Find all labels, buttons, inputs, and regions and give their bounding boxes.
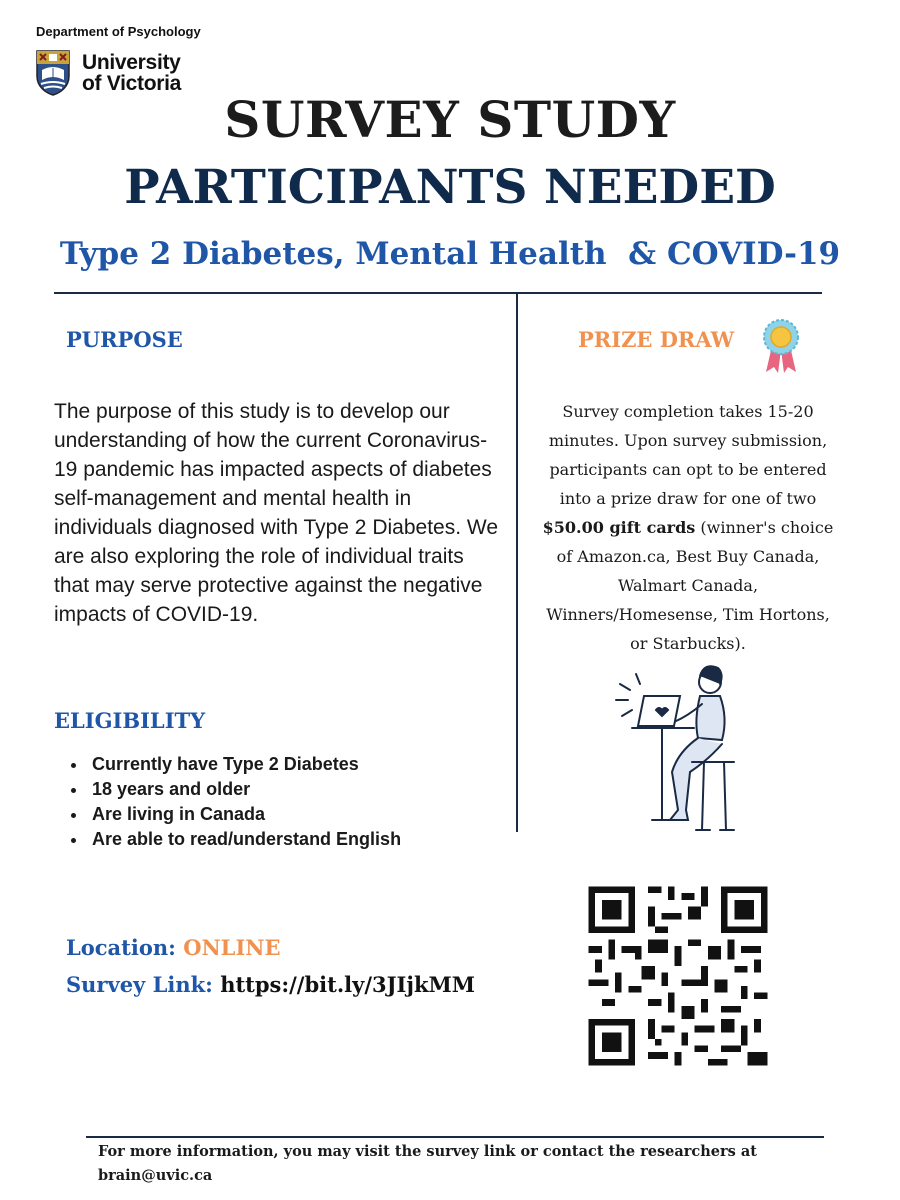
prize-draw-text: Survey completion takes 15-20 minutes. Upon survey submission, participants can opt to be entered into a prize draw for one of two $50.00 gift cards (winner's choice of Amazon.ca, Best Buy Canada, Walmart Canada, Winners/Homesense, Tim Hortons, or Starbucks). <box>542 402 834 653</box>
award-ribbon-icon <box>762 318 800 374</box>
footer-divider <box>86 1136 824 1138</box>
footer-text: For more information, you may visit the survey link or contact the researchers at brain@uvic.ca <box>98 1143 757 1184</box>
eligibility-item: • Are able to read/understand English <box>88 827 508 852</box>
title-line-1: SURVEY STUDY <box>224 90 676 149</box>
survey-link-label: Survey Link: <box>66 972 221 997</box>
location-label: Location: <box>66 935 184 960</box>
eligibility-item: • Are living in Canada <box>88 802 508 827</box>
subtitle: Type 2 Diabetes, Mental Health & COVID-19 <box>59 236 841 272</box>
eligibility-item: • Currently have Type 2 Diabetes <box>88 752 508 777</box>
purpose-text: The purpose of this study is to develop our understanding of how the current Coronavirus-19 pandemic has impacted aspects of diabetes self-management and mental health in individuals diagnosed with Type 2 Diabetes. We are also exploring the role of individual traits that may serve protective against the negative impacts of COVID-19. <box>54 400 498 626</box>
purpose-heading: PURPOSE <box>66 327 183 352</box>
survey-link-url[interactable]: https://bit.ly/3JIjkMM <box>220 972 476 997</box>
survey-link-line <box>66 972 475 997</box>
gift-card-amount: $50.00 gift cards <box>542 518 696 537</box>
person-laptop-illustration <box>612 660 742 835</box>
eligibility-heading: ELIGIBILITY <box>54 708 206 733</box>
university-name: University of Victoria <box>82 51 182 95</box>
department-label: Department of Psychology <box>36 24 201 39</box>
eligibility-item: • 18 years and older <box>88 777 508 802</box>
qr-code-icon[interactable] <box>582 880 774 1072</box>
vertical-divider <box>516 292 518 832</box>
eligibility-list <box>70 752 508 852</box>
location-value: ONLINE <box>183 935 281 960</box>
prize-draw-heading: PRIZE DRAW <box>578 327 735 352</box>
horizontal-divider <box>54 292 822 294</box>
location-line <box>66 935 280 960</box>
title-line-2: PARTICIPANTS NEEDED <box>124 160 776 215</box>
